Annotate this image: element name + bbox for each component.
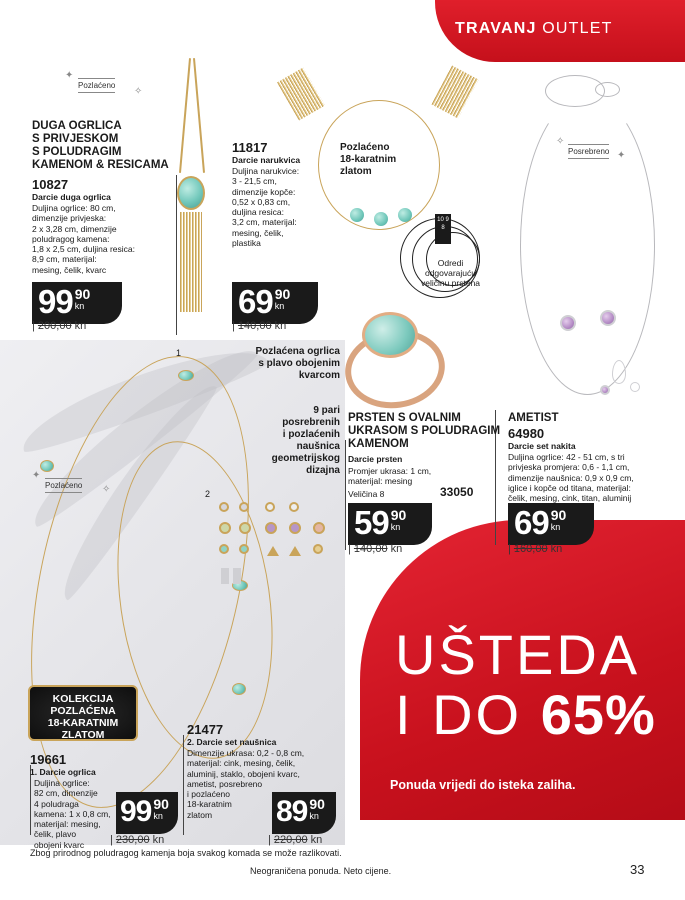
bracelet-old-price: | 140,00 kn	[232, 320, 287, 332]
savings-line2: I DO 65%	[395, 683, 656, 746]
ring-size-text: Odredi odgovarajuću veličinu prstena	[420, 258, 481, 288]
ring-size-label: Veličina 8	[348, 489, 385, 499]
amethyst-earring	[560, 315, 576, 331]
necklace-subtitle: Darcie duga ogrlica	[32, 192, 111, 202]
ring-code: 33050	[440, 485, 474, 499]
page-number: 33	[630, 862, 645, 877]
star-icon: ✦	[32, 470, 41, 481]
collection-badge: KOLEKCIJA POZLAĆENA 18-KARATNIM ZLATOM	[28, 685, 138, 741]
footer-disclaimer: Zbog prirodnog poludragog kamenja boja svakog komada se može razlikovati.	[30, 848, 342, 858]
photo-item2-title: 9 pari posrebrenih i pozlaćenih naušnica geometrijskog dizajna	[271, 405, 340, 476]
star-icon: ✧	[134, 86, 143, 97]
ring-stone	[362, 312, 418, 358]
bracelet-subtitle: Darcie narukvica	[232, 155, 301, 165]
amethyst-title: AMETIST	[508, 412, 559, 424]
amethyst-code: 64980	[508, 426, 545, 441]
long-necklace-code: 19661	[30, 752, 67, 767]
quartz-stone	[40, 460, 54, 472]
bracelet-specs: Duljina narukvice: 3 - 21,5 cm, dimenzije kopče: 0,52 x 0,83 cm, duljina resica: 3,2 cm, materijal: mesing, čelik, plastika	[232, 166, 300, 249]
ring-specs: Promjer ukrasa: 1 cm, materijal: mesing	[348, 466, 432, 487]
necklace-old-price: | 200,00 kn	[32, 320, 87, 332]
necklace-specs: Duljina ogrlice: 80 cm, dimenzije privjeska: 2 x 3,28 cm, dimenzije poludragog kamena: 1,8 x 2,5 cm, duljina resica: 8,9 cm, materijal: mesing, čelik, kvarc	[32, 203, 135, 275]
earrings-specs: Dimenzije ukrasa: 0,2 - 0,8 cm, materijal: cink, mesing, čelik, aluminij, staklo, obojeni kvarc, ametist, posrebreno i pozlaćeno 18-karatnim zlatom	[187, 748, 305, 820]
bracelet-code: 11817	[232, 140, 268, 155]
earrings-subtitle: 2. Darcie set naušnica	[187, 737, 277, 747]
bracelet-tassel	[431, 66, 478, 119]
long-necklace-subtitle: 1. Darcie ogrlica	[30, 767, 96, 777]
necklace-code: 10827	[32, 177, 69, 192]
necklace-chain	[179, 58, 191, 173]
footer-offer-note: Neograničena ponuda. Neto cijene.	[250, 866, 392, 876]
star-icon: ✧	[102, 484, 111, 495]
amethyst-subtitle: Darcie set nakita	[508, 441, 576, 451]
separator	[345, 440, 346, 550]
header-title: TRAVANJ OUTLET	[455, 20, 613, 37]
ring-subtitle: Darcie prsten	[348, 454, 403, 464]
necklace-tassel	[180, 212, 202, 312]
gold-plated-badge: Pozlaćeno	[78, 78, 115, 93]
amethyst-earring	[600, 310, 616, 326]
star-icon: ✧	[556, 136, 565, 147]
amethyst-pendant	[600, 385, 610, 395]
amethyst-necklace-chain	[520, 95, 655, 395]
earrings-old-price: | 220,00 kn	[268, 834, 323, 846]
quartz-stone	[178, 370, 194, 381]
necklace-price-tag: 99 90 kn	[32, 282, 122, 324]
photo-item1-title: Pozlaćena ogrlica s plavo obojenim kvarcom	[255, 346, 340, 381]
photo-item1-number: 1	[176, 348, 182, 358]
ring-price-tag: 59 90 kn	[348, 503, 432, 545]
photo-gold-plated-badge: Pozlaćeno	[45, 478, 82, 493]
bracelet-bead	[350, 208, 364, 222]
long-necklace-specs: Duljina ogrlice: 82 cm, dimenzije 4 poludraga kamena: 1 x 0,8 cm, materijal: mesing, čelik, plavo obojeni kvarc	[34, 778, 111, 850]
quartz-stone	[232, 683, 246, 695]
bracelet-tassel	[277, 67, 325, 120]
necklace-chain	[193, 58, 205, 173]
earrings-grid	[215, 500, 335, 590]
offer-note: Ponuda vrijedi do isteka zaliha.	[390, 778, 576, 792]
necklace-title: DUGA OGRLICA S PRIVJESKOM S POLUDRAGIM KAMENOM & RESICAMA	[32, 120, 169, 171]
bracelet-bead	[398, 208, 412, 222]
bracelet-price-tag: 69 90 kn	[232, 282, 318, 324]
necklace-pendant-stone	[177, 176, 205, 210]
separator	[183, 735, 184, 835]
bracelet-plating: Pozlaćeno 18-karatnim zlatom	[340, 142, 397, 177]
amethyst-specs: Duljina ogrlice: 42 - 51 cm, s tri privjeska promjera: 0,6 - 1,1 cm, dimenzije naušnica: 0,9 x 0,9 cm, iglice i kopče od titana, materijal: čelik, mesing, cink, titan, aluminij	[508, 452, 634, 504]
long-necklace-old-price: | 230,00 kn	[110, 834, 165, 846]
photo-item2-number: 2	[205, 489, 211, 499]
savings-line1: UŠTEDA	[395, 623, 641, 686]
earrings-price-tag: 89 90 kn	[272, 792, 336, 834]
star-icon: ✦	[617, 150, 626, 161]
silver-plated-badge: Posrebreno	[568, 144, 609, 159]
separator	[176, 175, 177, 335]
star-icon: ✦	[65, 70, 74, 81]
long-necklace-price-tag: 99 90 kn	[116, 792, 178, 834]
heart-pendant	[630, 382, 640, 392]
ring-title: PRSTEN S OVALNIM UKRASOM S POLUDRAGIM KAMENOM	[348, 412, 501, 450]
ring-old-price: | 140,00 kn	[348, 543, 403, 555]
amethyst-necklace-clasp	[595, 82, 620, 97]
amethyst-old-price: | 160,00 kn	[508, 543, 563, 555]
teardrop-pendant	[612, 360, 626, 384]
ring-size-numbers: 10 9 8	[435, 214, 451, 244]
amethyst-price-tag: 69 90 kn	[508, 503, 594, 545]
earrings-code: 21477	[187, 722, 224, 737]
bracelet-bead	[374, 212, 388, 226]
